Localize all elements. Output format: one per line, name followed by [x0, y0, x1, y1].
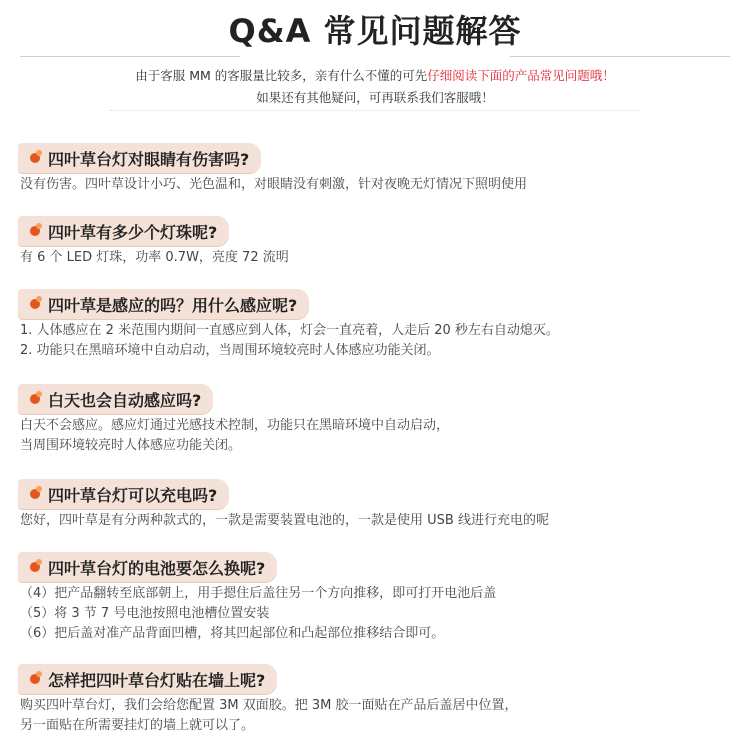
title-divider-left [20, 56, 240, 57]
clover-bullet-icon [28, 297, 42, 311]
faq-answer-6 [20, 584, 730, 644]
faq-question-7 [18, 664, 277, 694]
question-text: 四叶草台灯可以充电吗? [48, 485, 218, 505]
faq-answer-5 [20, 511, 730, 531]
answer-line: 没有伤害。四叶草设计小巧、光色温和，对眼睛没有刺激，针对夜晚无灯情况下照明使用 [20, 177, 528, 192]
question-text: 四叶草台灯对眼睛有伤害吗? [48, 149, 250, 169]
intro-text: 由于客服 MM 的客服量比较多，亲有什么不懂的可先 [135, 68, 428, 83]
faq-answer-1 [20, 175, 730, 195]
clover-bullet-icon [28, 672, 42, 686]
faq-answer-7 [20, 696, 730, 736]
clover-bullet-icon [28, 487, 42, 501]
answer-line: 购买四叶草台灯，我们会给您配置 3M 双面胶。把 3M 胶一面贴在产品后盖居中位置， [20, 698, 518, 713]
faq-question-6 [18, 552, 277, 582]
faq-question-3 [18, 289, 309, 319]
answer-line: （5）将 3 节 7 号电池按照电池槽位置安装 [20, 606, 270, 621]
faq-question-2 [18, 216, 229, 246]
page-title: Q&A 常见问题解答 [228, 12, 522, 50]
question-text: 白天也会自动感应吗? [48, 390, 202, 410]
faq-question-4 [18, 384, 213, 414]
answer-line: 1. 人体感应在 2 米范围内期间一直感应到人体，灯会一直亮着，人走后 20 秒左右自动熄灭。 [20, 323, 559, 338]
answer-line: 当周围环境较亮时人体感应功能关闭。 [20, 438, 242, 453]
answer-line: 2. 功能只在黑暗环境中自动启动，当周围环境较亮时人体感应功能关闭。 [20, 343, 440, 358]
answer-line: （6）把后盖对准产品背面凹槽，将其凹起部位和凸起部位推移结合即可。 [20, 626, 445, 641]
answer-line: 有 6 个 LED 灯珠，功率 0.7W，亮度 72 流明 [20, 250, 289, 265]
question-text: 怎样把四叶草台灯贴在墙上呢? [48, 670, 266, 690]
clover-bullet-icon [28, 151, 42, 165]
answer-line: （4）把产品翻转至底部朝上，用手摁住后盖往另一个方向推移，即可打开电池后盖 [20, 586, 497, 601]
answer-line: 白天不会感应。感应灯通过光感技术控制，功能只在黑暗环境中自动启动， [20, 418, 450, 433]
answer-line: 另一面贴在所需要挂灯的墙上就可以了。 [20, 718, 255, 733]
clover-bullet-icon [28, 560, 42, 574]
faq-answer-3 [20, 321, 730, 361]
faq-question-1 [18, 143, 261, 173]
intro-line-1 [0, 66, 750, 84]
intro-highlight: 仔细阅读下面的产品常见问题哦！ [427, 68, 615, 83]
question-text: 四叶草有多少个灯珠呢? [48, 222, 218, 242]
faq-answer-2 [20, 248, 730, 268]
question-text: 四叶草台灯的电池要怎么换呢? [48, 558, 266, 578]
dotted-separator [110, 110, 640, 112]
faq-answer-4 [20, 416, 730, 456]
title-divider-right [510, 56, 730, 57]
intro-line-2: 如果还有其他疑问，可再联系我们客服哦！ [256, 90, 494, 105]
faq-question-5 [18, 479, 229, 509]
answer-line: 您好，四叶草是有分两种款式的，一款是需要装置电池的，一款是使用 USB 线进行充电的呢 [20, 513, 549, 528]
question-text: 四叶草是感应的吗？用什么感应呢? [48, 295, 298, 315]
clover-bullet-icon [28, 224, 42, 238]
clover-bullet-icon [28, 392, 42, 406]
